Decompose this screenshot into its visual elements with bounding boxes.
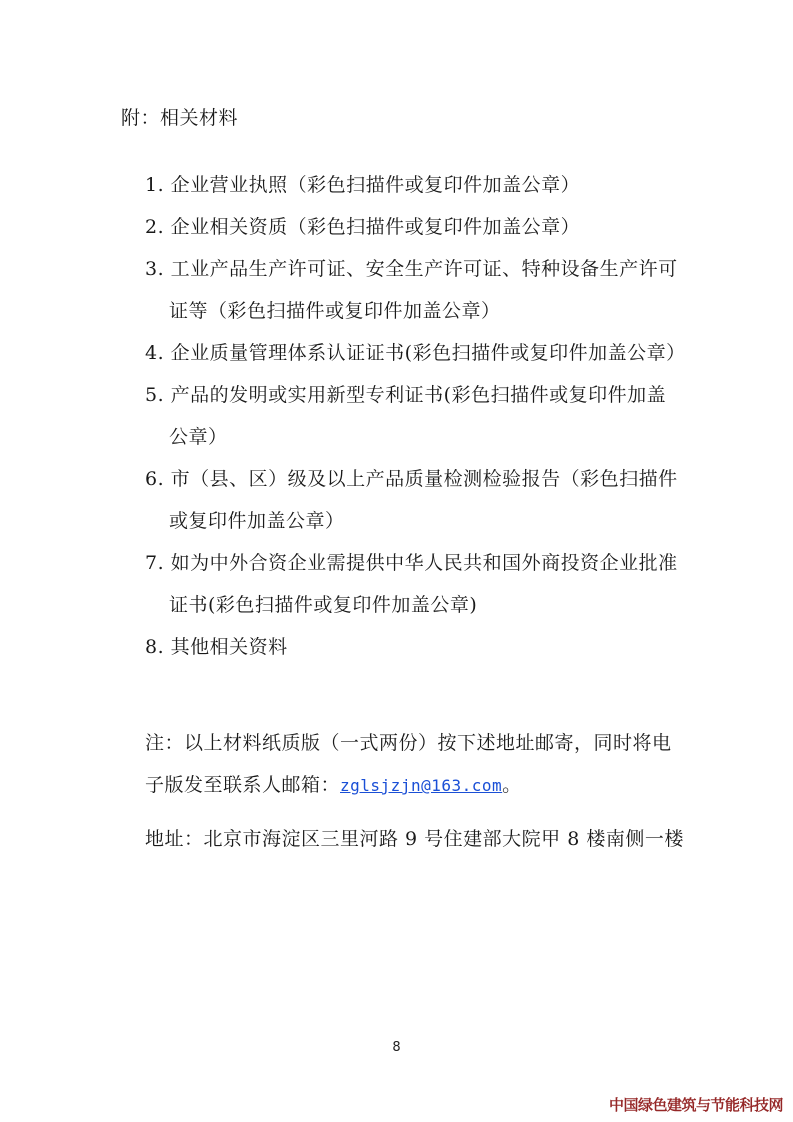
list-item: 1. 企业营业执照（彩色扫描件或复印件加盖公章） xyxy=(145,174,581,196)
site-watermark: 中国绿色建筑与节能科技网 xyxy=(608,1096,783,1114)
email-link[interactable]: zglsjzjn@163.com xyxy=(340,776,503,795)
list-item: 3. 工业产品生产许可证、安全生产许可证、特种设备生产许可证等（彩色扫描件或复印件加盖公章） xyxy=(145,258,678,322)
list-item: 2. 企业相关资质（彩色扫描件或复印件加盖公章） xyxy=(145,216,581,238)
list-item: 7. 如为中外合资企业需提供中华人民共和国外商投资企业批准证书(彩色扫描件或复印件加盖公章) xyxy=(145,552,678,616)
note-paragraph xyxy=(145,722,685,807)
address-paragraph: 地址：北京市海淀区三里河路 9 号住建部大院甲 8 楼南侧一楼 xyxy=(145,828,684,850)
list-item: 8. 其他相关资料 xyxy=(145,636,288,658)
note-suffix: 。 xyxy=(502,774,522,796)
list-item: 4. 企业质量管理体系认证证书(彩色扫描件或复印件加盖公章） xyxy=(145,342,686,364)
materials-list xyxy=(145,164,685,668)
list-item: 6. 市（县、区）级及以上产品质量检测检验报告（彩色扫描件或复印件加盖公章） xyxy=(145,468,678,532)
list-item: 5. 产品的发明或实用新型专利证书(彩色扫描件或复印件加盖公章） xyxy=(145,384,667,448)
note-text: 注：以上材料纸质版（一式两份）按下述地址邮寄，同时将电子版发至联系人邮箱： xyxy=(145,732,672,796)
section-heading: 附：相关材料 xyxy=(121,107,239,129)
page-number: 8 xyxy=(392,1040,401,1055)
